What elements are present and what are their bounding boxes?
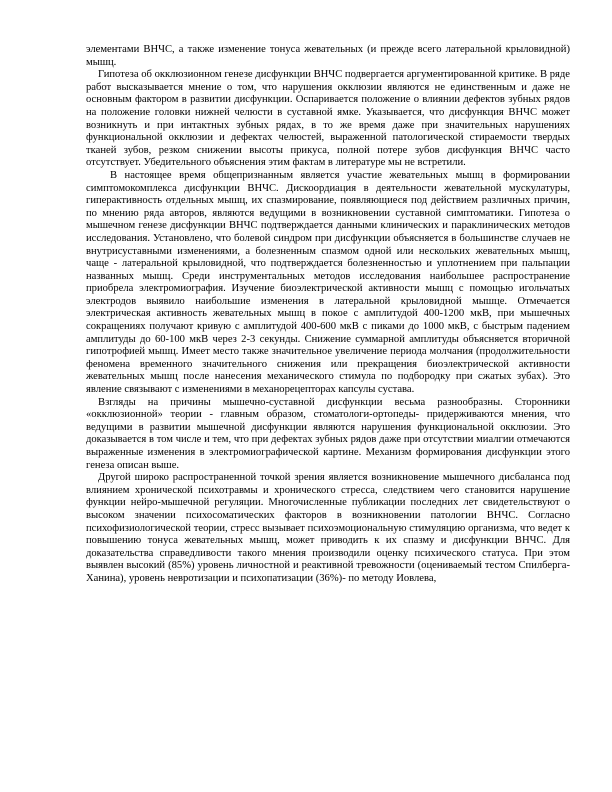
body-text [86,44,570,586]
paragraph-continuation: элементами ВНЧС, а также изменение тонуса жевательных (и прежде всего латеральной крыловидной) мышц. [86,44,570,68]
paragraph-causes-views: Взгляды на причины мышечно-суставной дисфункции весьма разнообразны. Сторонники «окклюзионной» теории - главным образом, стоматологи-ортопеды- придерживаются мнения, что ведущими в развитии мышечной дисфункции являются нарушения функциональной окклюзии. Это доказывается в том числе и тем, что при дефектах зубных рядов даже при отсутствии миалгии отмечаются выраженные изменения в электромиографической картине. Механизм формирования дисфункции этого генеза описан выше. [86,396,570,471]
paragraph-muscle-role: В настоящее время общепризнанным является участие жевательных мышц в формировании симптомокомплекса дисфункции ВНЧС. Дискоордиация в деятельности жевательной мускулатуры, гиперактивность отдельных мышц, их спазмирование, появляющиеся под действием различных причин, по мнению ряда авторов, являются ведущими в возникновении суставной симптоматики. Гипотеза о мышечном генезе дисфункции ВНЧС подтверждается данными клинических и параклинических методов исследования. Установлено, что болевой синдром при дисфункции объясняется в большинстве случаев не внутрисуставными изменениями, а болезненным спазмом одной или нескольких жевательных мышц, чаще - латеральной крыловидной, что подтверждается болезненностью и уплотнением при пальпации названных мышц. Среди инструментальных методов исследования наибольшее распространение приобрела электромиография. Изучение биоэлектрической активности мышц с помощью игольчатых электродов выявило наибольшие изменения в латеральной крыловидной мышце. Отмечается электрическая активность жевательных мышц в покое с амплитудой 400-1200 мкВ, при мышечных сокращениях получают кривую с амплитудой 400-600 мкВ с пиками до 1000 мкВ, с быстрым падением амплитуды до 60-100 мкВ через 2-3 секунды. Снижение суммарной амплитуды объясняется вторичной гипотрофией мышц. Имеет место также значительное увеличение периода молчания (продолжительности феномена временного значительного снижения или прекращения биоэлектрической активности жевательных мышц после нанесения механического стимула по подбородку при сжатых зубах). Это явление связывают с изменениями в механорецепторах капсулы сустава. [86,169,570,396]
paragraph-stress-theory: Другой широко распространенной точкой зрения является возникновение мышечного дисбаланса под влиянием хронической психотравмы и хронического стресса, следствием чего становится нарушение функции нейро-мышечной регуляции. Многочисленные публикации последних лет свидетельствуют о высоком значении психосоматических факторов в возникновении патологии ВНЧС. Согласно психофизиологической теории, стресс вызывает психоэмоциональную стимуляцию организма, что ведет к повышению тонуса жевательных мышц, может приводить к их спазму и дисфункции ВНЧС. Для доказательства справедливости такого мнения производили оценку психического статуса. При этом выявлен высокий (85%) уровень личностной и реактивной тревожности (оцениваемый тестом Спилберга-Ханина), уровень невротизации и психопатизации (36%)- по методу Иовлева, [86,472,570,584]
paragraph-occlusion-hypothesis: Гипотеза об окклюзионном генезе дисфункции ВНЧС подвергается аргументированной критике. В ряде работ высказывается мнение о том, что нарушения окклюзии являются не единственным и даже не основным фактором в развитии дисфункции. Оспаривается положение о влиянии дефектов зубных рядов на положение головки нижней челюсти в суставной ямке. Указывается, что дисфункция ВНЧС может возникнуть и при интактных зубных рядах, в то же время даже при значительных нарушениях функциональной окклюзии и дефектах челюстей, выраженной патологической стираемости твердых тканей зубов, резком снижении высоты прикуса, полной потере зубов дисфункция ВНЧС часто отсутствует. Убедительного объяснения этим фактам в литературе мы не встретили. [86,69,570,169]
